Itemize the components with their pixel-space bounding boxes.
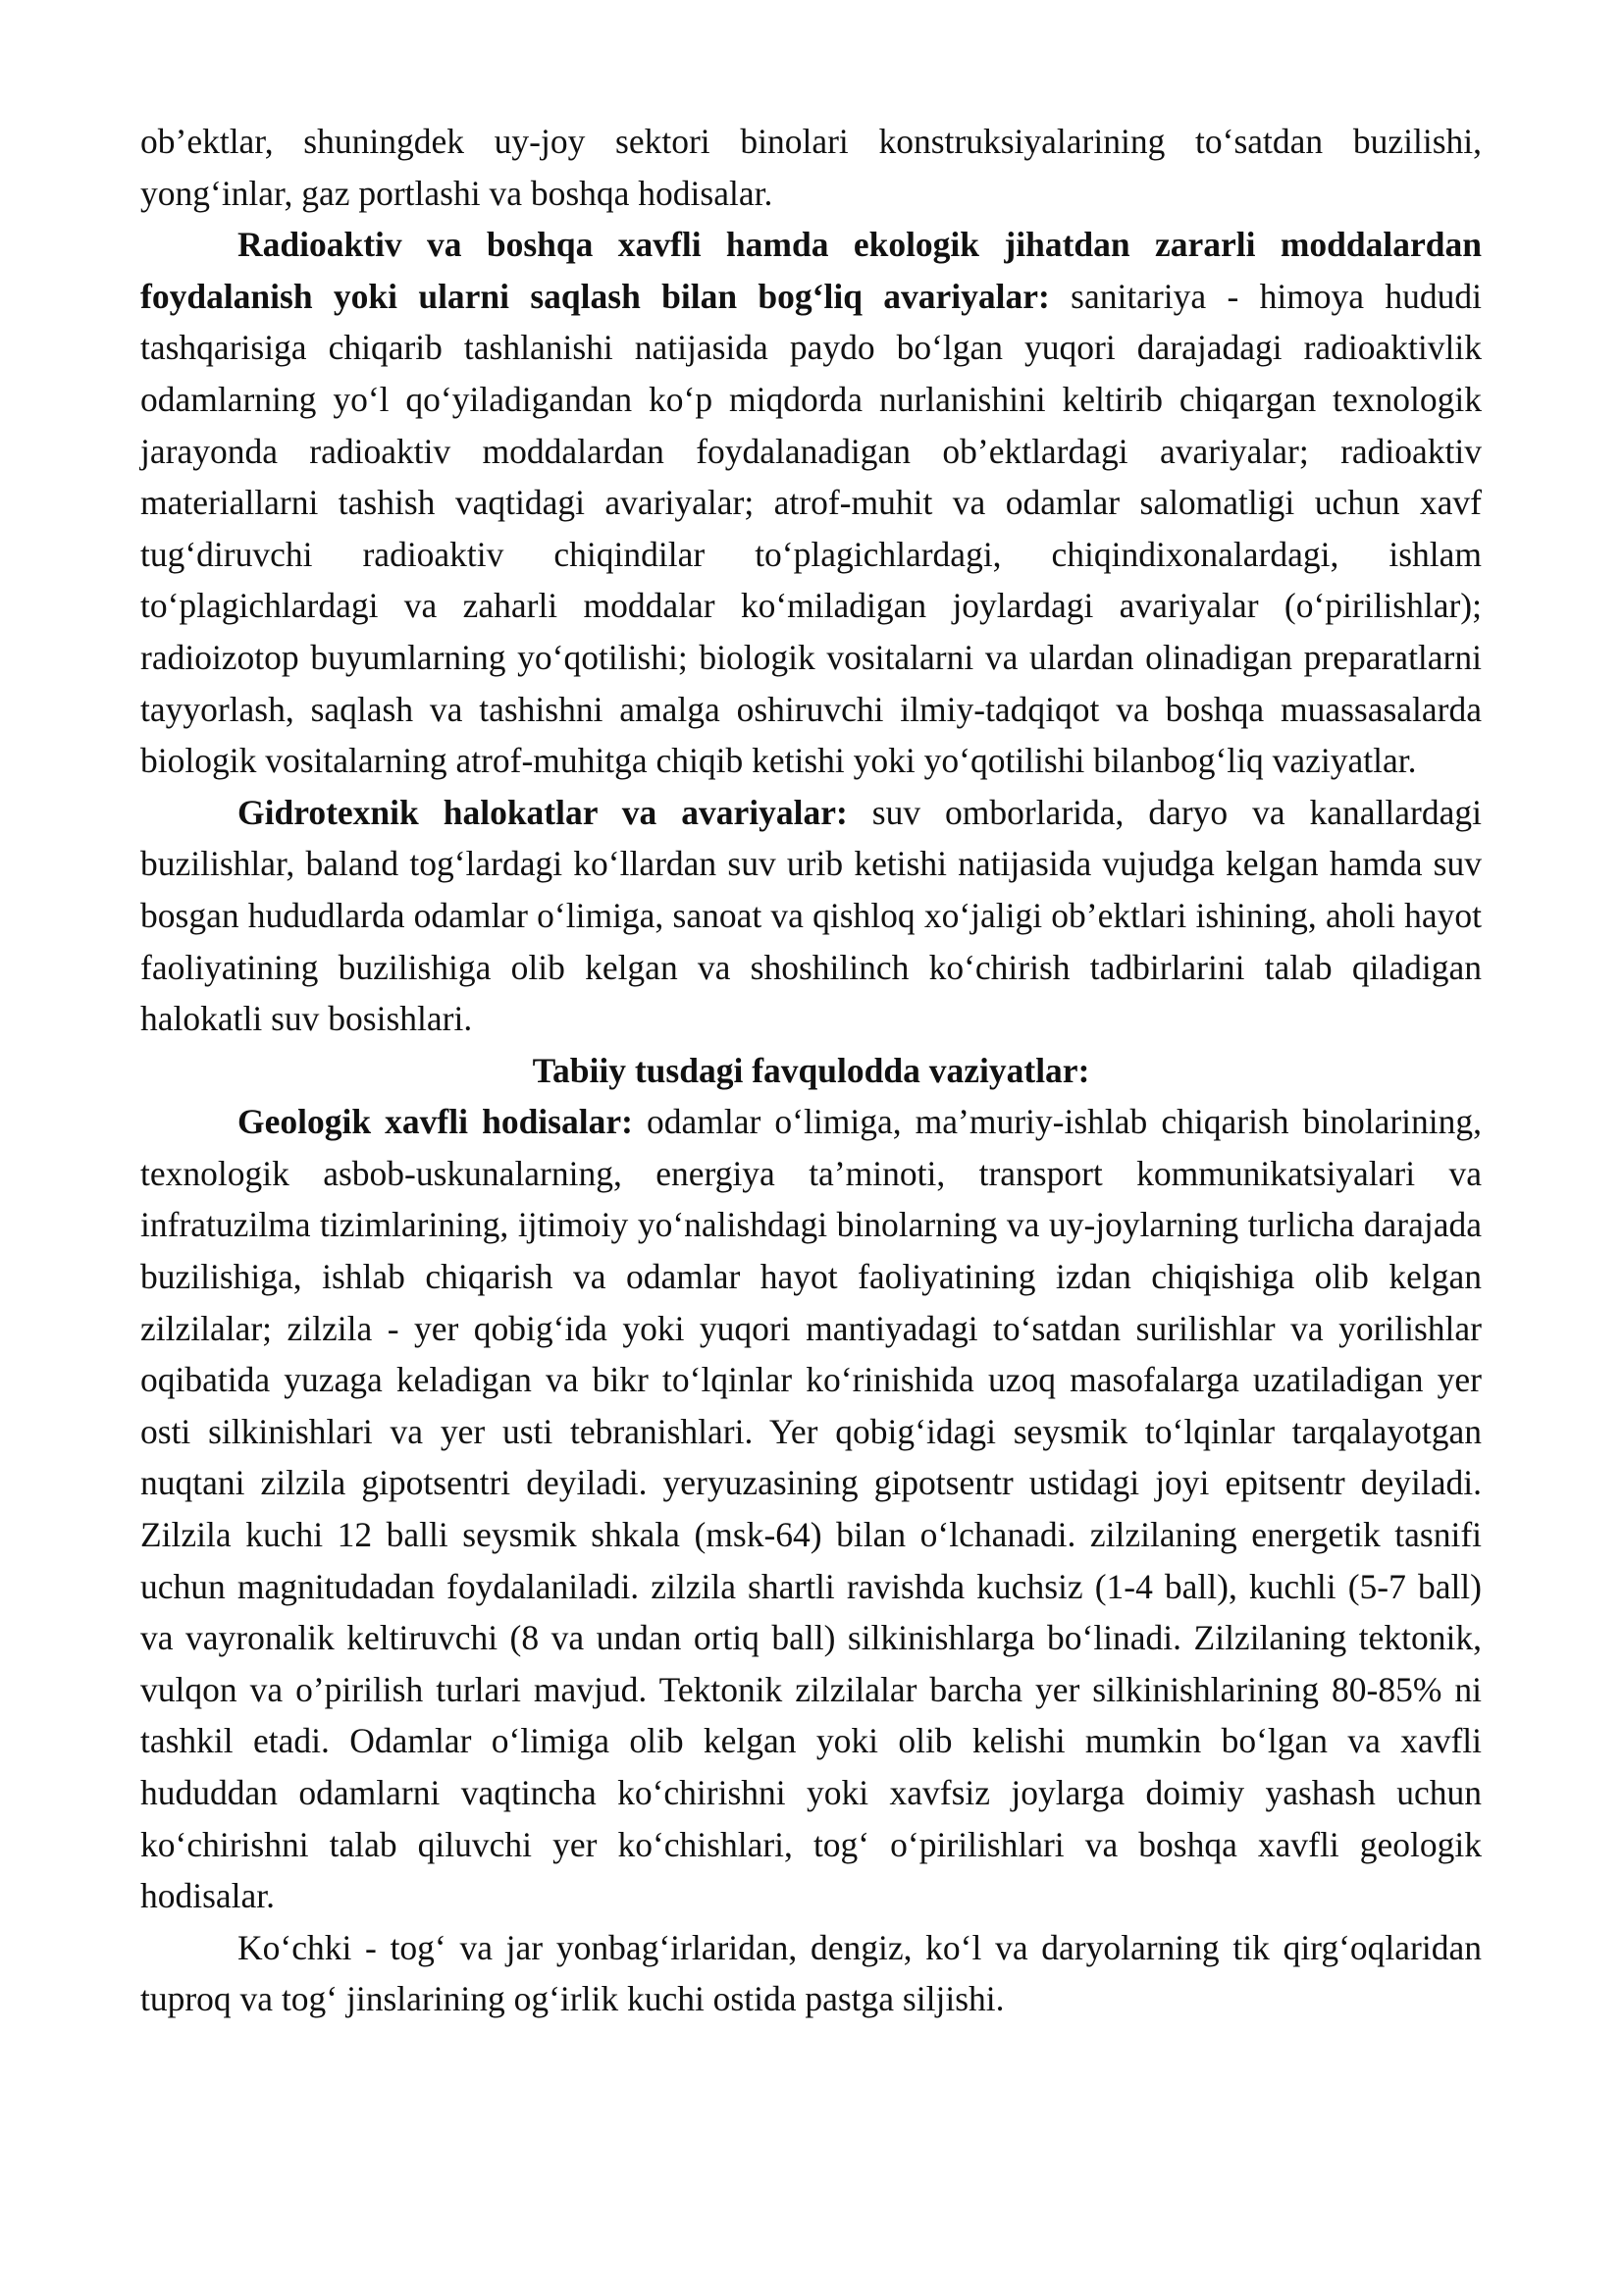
paragraph-text: sanitariya - himoya hududi tashqarisiga chiqarib tashlanishi natijasida paydo bo‘lgan yuqori darajadagi radioaktivlik odamlarning yo‘l qo‘yiladigandan ko‘p miqdorda nurlanishini keltirib chiqargan texnologik jarayonda radioaktiv moddalardan foydalanadigan ob’ektlardagi avariyalar; radioaktiv materiallarni tashish vaqtidagi avariyalar; atrof-muhit va odamlar salomatligi uchun xavf tug‘diruvchi radioaktiv chiqindilar to‘plagichlardagi, chiqindixonalardagi, ishlam to‘plagichlardagi va zaharli moddalar ko‘miladigan joylardagi avariyalar (o‘pirilishlar); radioizotop buyumlarning yo‘qotilishi; biologik vositalarni va ulardan olinadigan preparatlarni tayyorlash, saqlash va tashishni amalga oshiruvchi ilmiy-tadqiqot va boshqa muassasalarda biologik vositalarning atrof-muhitga chiqib ketishi yoki yo‘qotilishi bilanbog‘liq vaziyatlar.	[140, 276, 1482, 781]
paragraph-text: suv omborlarida, daryo va kanallardagi buzilishlar, baland tog‘lardagi ko‘llardan suv urib ketishi natijasida vujudga kelgan hamda suv bosgan hududlarda odamlar o‘limiga, sanoat va qishloq xo‘jaligi ob’ektlari ishining, aholi hayot faoliyatining buzilishiga olib kelgan va shoshilinch ko‘chirish tadbirlarini talab qiladigan halokatli suv bosishlari.	[140, 792, 1482, 1039]
paragraph-landslide	[140, 1922, 1482, 2025]
section-heading: Tabiiy tusdagi favqulodda vaziyatlar:	[532, 1050, 1090, 1090]
document-page	[140, 116, 1482, 2025]
paragraph-geological-hazards	[140, 1096, 1482, 1922]
paragraph-radioactive-accidents	[140, 219, 1482, 787]
paragraph-continuation	[140, 116, 1482, 219]
paragraph-hydrotechnical-accidents	[140, 787, 1482, 1045]
paragraph-lead-term: Geologik xavfli hodisalar:	[237, 1102, 633, 1142]
paragraph-lead-term: Radioaktiv va boshqa xavfli hamda ekologik jihatdan zararli moddalardan foydalanish yoki ularni saqlash bilan bog‘liq avariyalar:	[140, 225, 1482, 316]
paragraph-text: odamlar o‘limiga, ma’muriy-ishlab chiqarish binolarining, texnologik asbob-uskunalarning, energiya ta’minoti, transport kommunikatsiyalari va infratuzilma tizimlarining, ijtimoiy yo‘nalishdagi binolarning va uy-joylarning turlicha darajada buzilishiga, ishlab chiqarish va odamlar hayot faoliyatining izdan chiqishiga olib kelgan zilzilalar; zilzila - yer qobig‘ida yoki yuqori mantiyadagi to‘satdan surilishlar va yorilishlar oqibatida yuzaga keladigan va bikr to‘lqinlar ko‘rinishida uzoq masofalarga uzatiladigan yer osti silkinishlari va yer usti tebranishlari. Yer qobig‘idagi seysmik to‘lqinlar tarqalayotgan nuqtani zilzila gipotsentri deyiladi. yeryuzasining gipotsentr ustidagi joyi epitsentr deyiladi. Zilzila kuchi 12 balli seysmik shkala (msk-64) bilan o‘lchanadi. zilzilaning energetik tasnifi uchun magnitudadan foydalaniladi. zilzila shartli ravishda kuchsiz (1-4 ball), kuchli (5-7 ball) va vayronalik keltiruvchi (8 va undan ortiq ball) silkinishlarga bo‘linadi. Zilzilaning tektonik, vulqon va o’pirilish turlari mavjud. Tektonik zilzilalar barcha yer silkinishlarining 80-85% ni tashkil etadi. Odamlar o‘limiga olib kelgan yoki olib kelishi mumkin bo‘lgan va xavfli hududdan odamlarni vaqtincha ko‘chirishni yoki xavfsiz joylarga doimiy yashash uchun ko‘chirishni talab qiluvchi yer ko‘chishlari, tog‘ o‘pirilishlari va boshqa xavfli geologik hodisalar.	[140, 1102, 1483, 1916]
paragraph-lead-term: Gidrotexnik halokatlar va avariyalar:	[237, 792, 848, 832]
paragraph-text: ob’ektlar, shuningdek uy-joy sektori binolari konstruksiyalarining to‘satdan buzilishi, yong‘inlar, gaz portlashi va boshqa hodisalar.	[140, 122, 1482, 213]
paragraph-text: Ko‘chki - tog‘ va jar yonbag‘irlaridan, dengiz, ko‘l va daryolarning tik qirg‘oqlaridan tuproq va tog‘ jinslarining og‘irlik kuchi ostida pastga siljishi.	[140, 1927, 1482, 2019]
